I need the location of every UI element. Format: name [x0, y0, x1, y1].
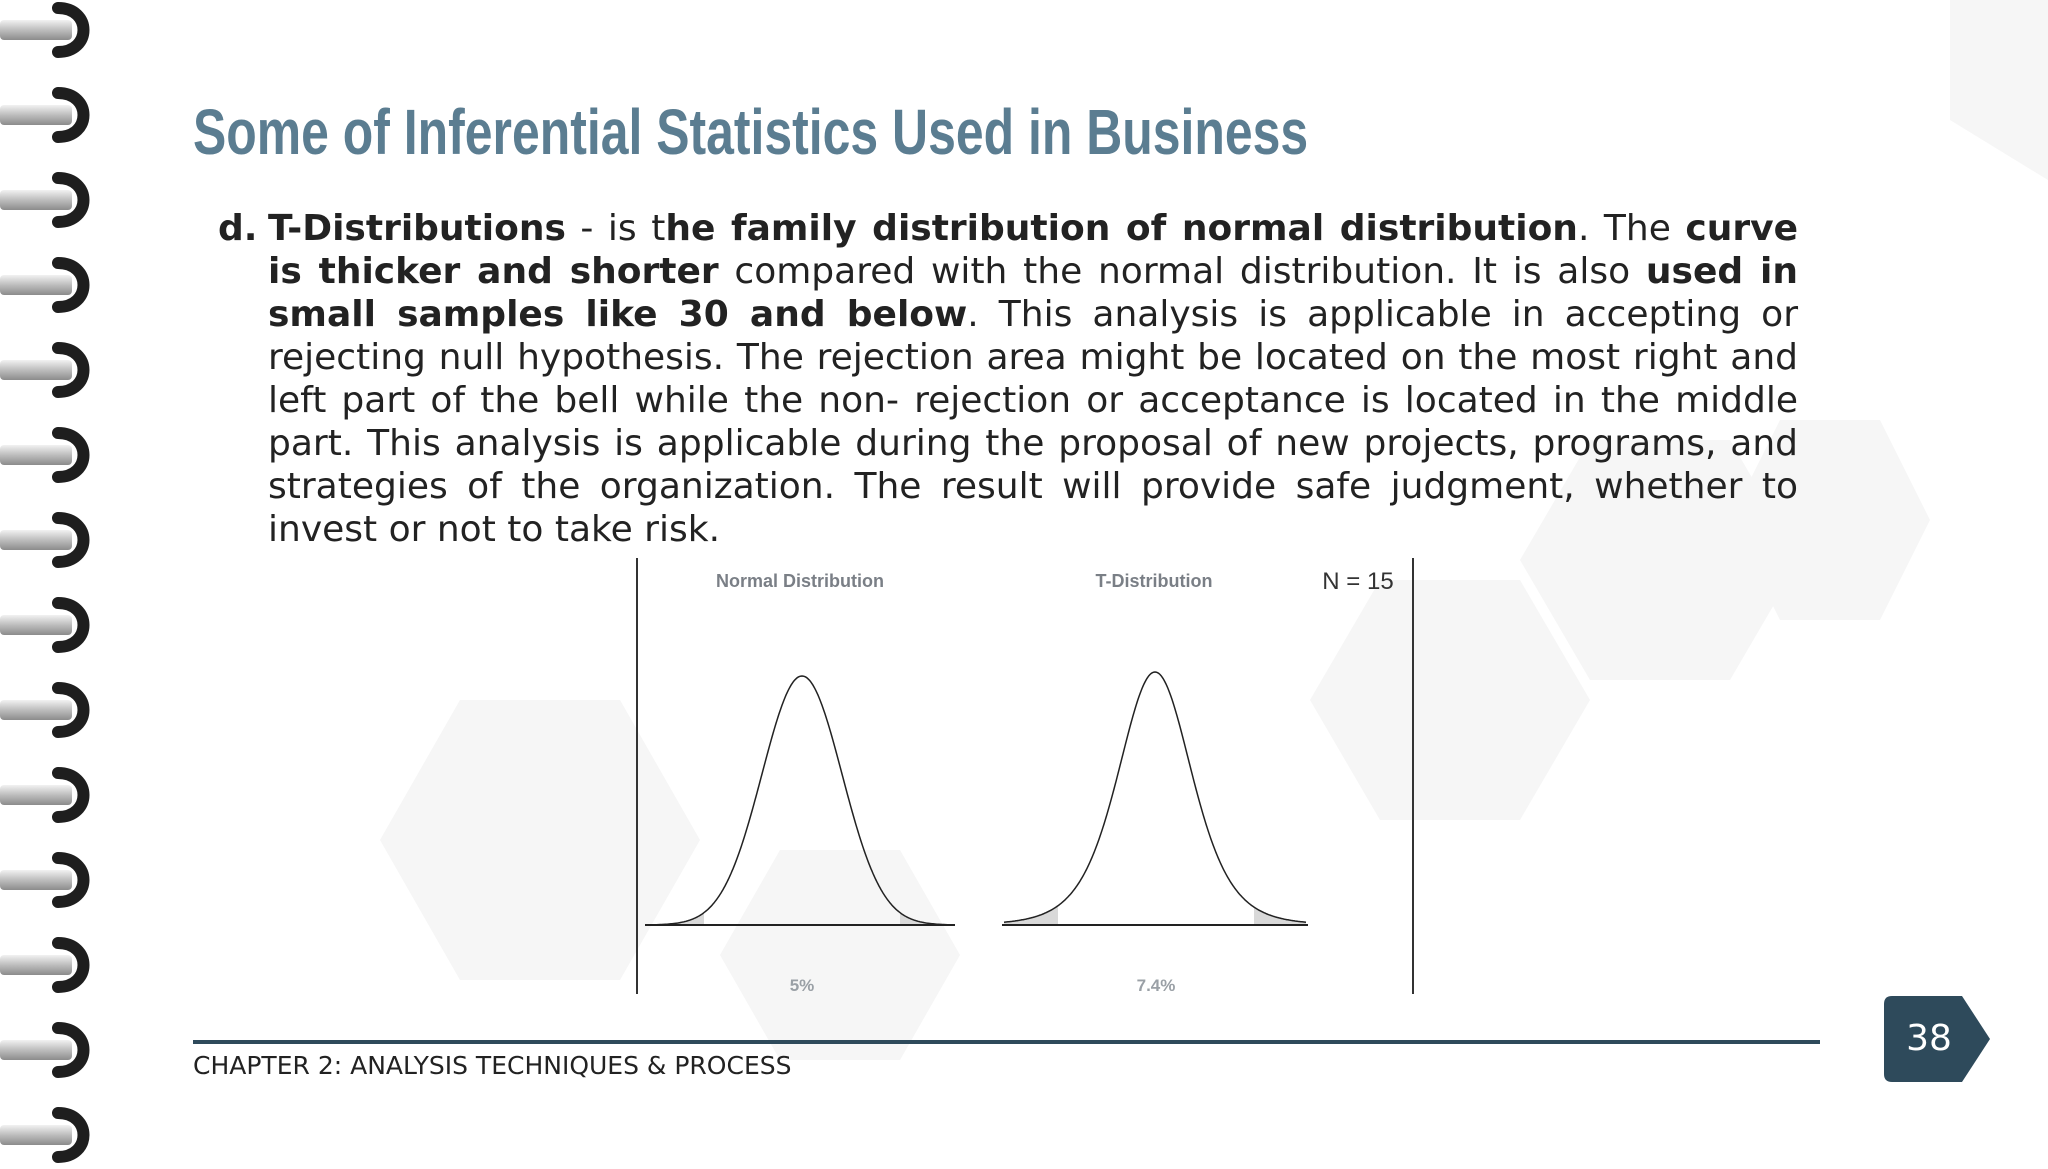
- bold-text-segment: T-Distributions: [268, 208, 566, 249]
- binding-ring: [0, 765, 110, 825]
- t-right-tail: [1254, 907, 1306, 925]
- binding-ring: [0, 0, 110, 60]
- bold-text-segment: used in small samples like 30 and below: [268, 251, 1798, 335]
- item-paragraph: [268, 207, 1798, 551]
- spiral-binding: [0, 0, 120, 1152]
- distribution-figure: [630, 554, 1420, 996]
- binding-ring: [0, 425, 110, 485]
- binding-ring: [0, 85, 110, 145]
- binding-ring: [0, 595, 110, 655]
- t-tail-percent: 7.4%: [1136, 976, 1176, 995]
- chapter-footer: CHAPTER 2: ANALYSIS TECHNIQUES & PROCESS: [193, 1051, 792, 1080]
- text-segment: - is t: [565, 208, 666, 249]
- binding-ring: [0, 850, 110, 910]
- normal-distribution-label: Normal Distribution: [715, 571, 885, 591]
- binding-ring: [0, 510, 110, 570]
- normal-curve: [648, 676, 952, 925]
- text-segment: compared with the normal distribution. It is also: [718, 251, 1646, 292]
- list-marker: d.: [218, 208, 258, 249]
- binding-ring: [0, 935, 110, 995]
- t-curve: [1004, 672, 1306, 922]
- sample-size-label: N = 15: [1322, 568, 1394, 595]
- normal-tail-percent: 5%: [789, 976, 815, 995]
- bold-text-segment: he family distribution of normal distribution: [665, 208, 1578, 249]
- t-distribution-label: T-Distribution: [1095, 571, 1213, 591]
- binding-ring: [0, 680, 110, 740]
- binding-ring: [0, 255, 110, 315]
- binding-ring: [0, 340, 110, 400]
- text-segment: . The: [1577, 208, 1686, 249]
- binding-ring: [0, 1020, 110, 1080]
- footer-divider: [193, 1040, 1820, 1044]
- bold-text-segment: curve is thicker and shorter: [268, 208, 1798, 292]
- binding-ring: [0, 1105, 110, 1165]
- page-number: 38: [1906, 1018, 1952, 1059]
- page-title: Some of Inferential Statistics Used in Business: [193, 96, 1309, 168]
- text-segment: . This analysis is applicable in accepting or rejecting null hypothesis. The rejection area might be located on the most right and left part of the bell while the non- rejection or acceptance is located in the middle part. This analysis is applicable during the proposal of new projects, programs, and strategies of the organization. The result will provide safe judgment, whether to invest or not to take risk.: [268, 294, 1799, 550]
- binding-ring: [0, 170, 110, 230]
